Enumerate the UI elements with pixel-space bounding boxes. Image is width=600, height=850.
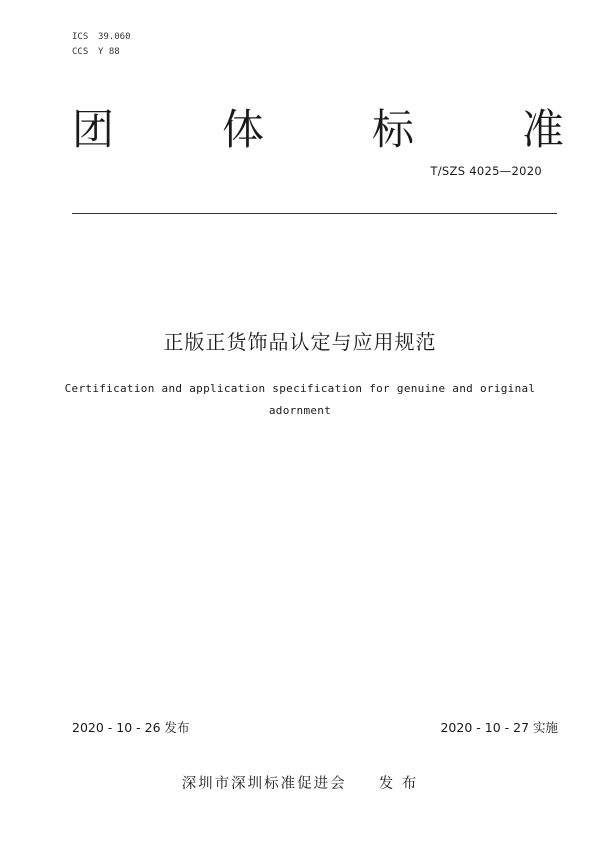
publisher-line bbox=[0, 772, 600, 793]
ics-code bbox=[72, 30, 131, 45]
chinese-title: 正版正货饰品认定与应用规范 bbox=[163, 330, 437, 354]
title-char-2: 体 bbox=[221, 105, 264, 154]
publish-action: 发 布 bbox=[378, 776, 419, 792]
ics-value: 39.060 bbox=[98, 32, 131, 42]
standard-number: T/SZS 4025—2020 bbox=[430, 164, 542, 178]
publisher-name: 深圳市深圳标准促进会 bbox=[181, 776, 347, 792]
issue-date: 2020 - 10 - 26 发布 bbox=[72, 720, 190, 735]
ccs-label: CCS bbox=[72, 47, 89, 57]
implement-date: 2020 - 10 - 27 实施 bbox=[440, 720, 558, 735]
document-type-title bbox=[72, 104, 564, 156]
title-char-4: 准 bbox=[521, 105, 564, 154]
ccs-value: Y 88 bbox=[98, 47, 120, 57]
header-divider bbox=[72, 213, 557, 214]
english-title: Certification and application specification for genuine and original adornment bbox=[64, 382, 536, 417]
title-char-1: 团 bbox=[72, 105, 115, 154]
classification-codes bbox=[72, 30, 131, 60]
title-char-3: 标 bbox=[371, 105, 414, 154]
ics-label: ICS bbox=[72, 32, 89, 42]
ccs-code bbox=[72, 45, 131, 60]
